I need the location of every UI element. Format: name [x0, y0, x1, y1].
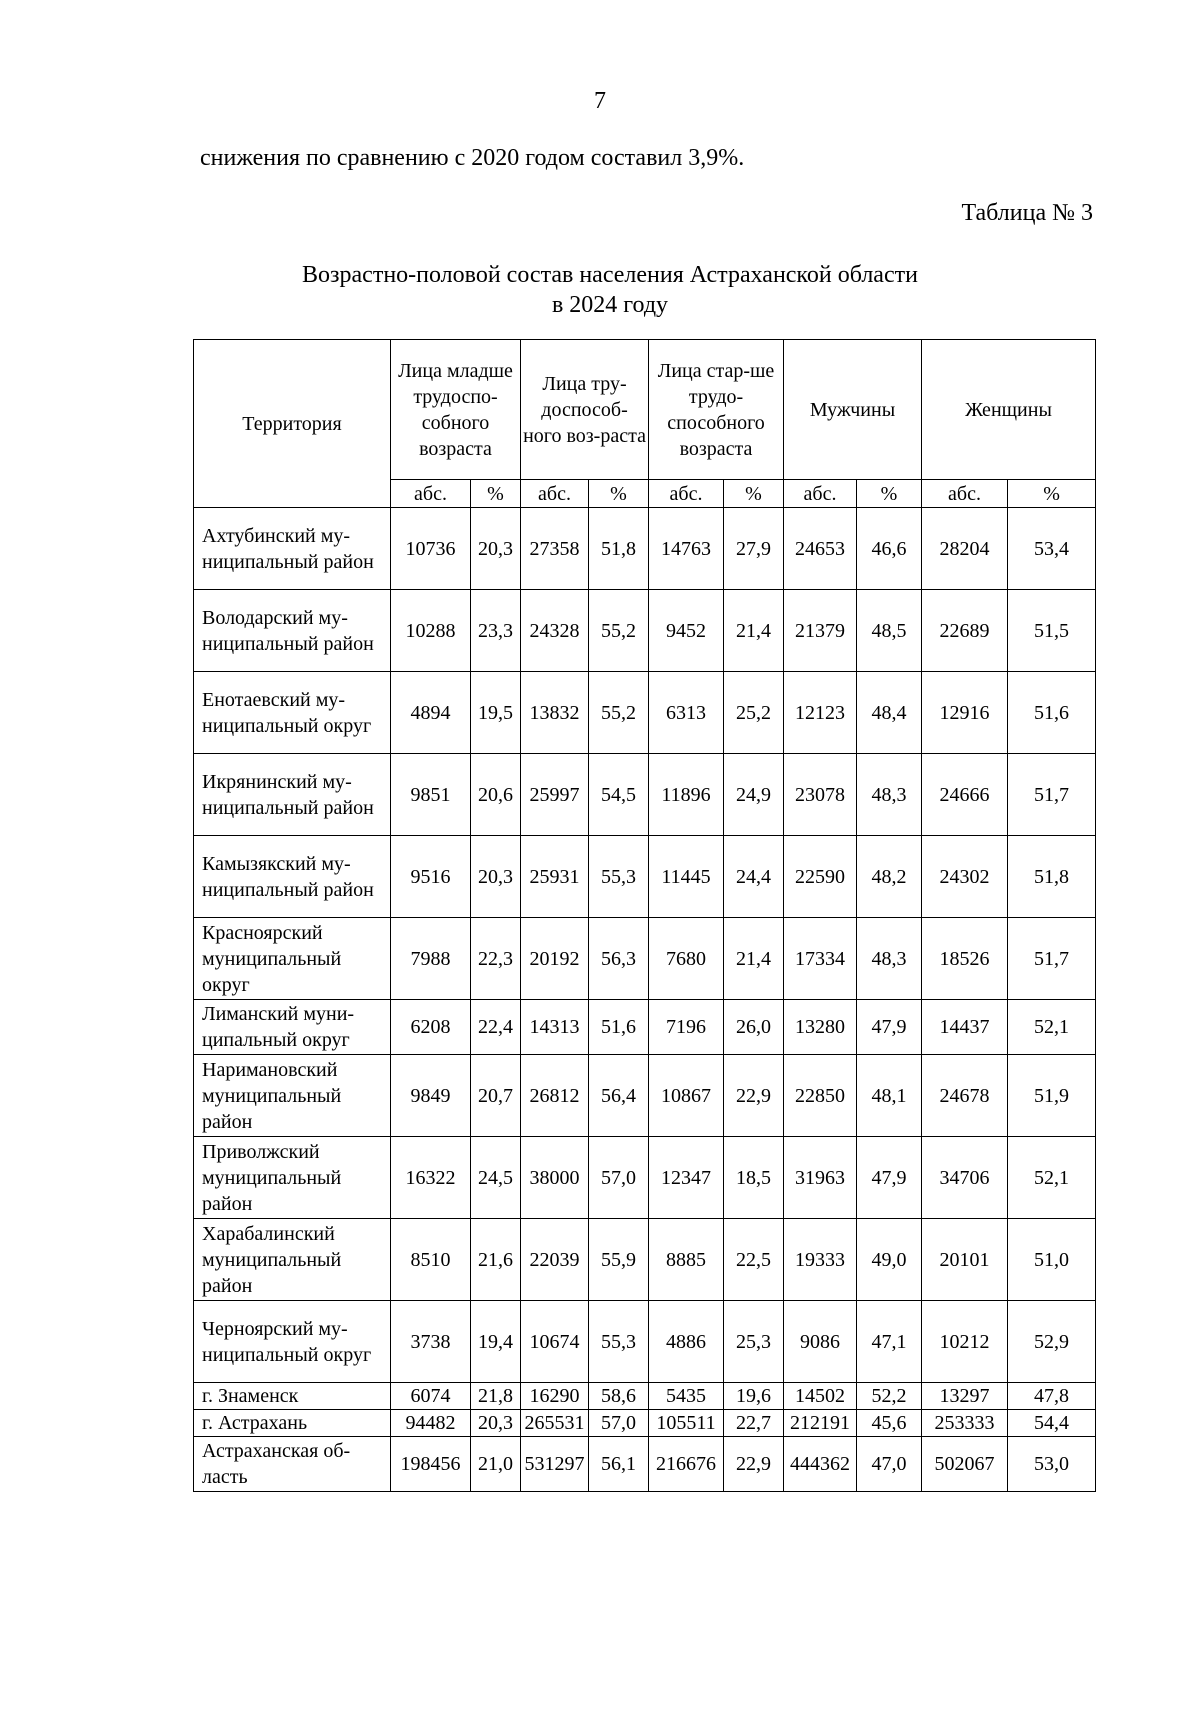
value-cell: 4894 [391, 672, 471, 754]
value-cell: 14437 [922, 1000, 1008, 1055]
value-cell: 20,3 [471, 836, 521, 918]
value-cell: 21379 [784, 590, 857, 672]
value-cell: 22,9 [724, 1055, 784, 1137]
value-cell: 14313 [521, 1000, 589, 1055]
subheader-cell: абс. [649, 480, 724, 508]
table-header-row [194, 340, 1096, 480]
value-cell: 49,0 [857, 1219, 922, 1301]
value-cell: 21,6 [471, 1219, 521, 1301]
value-cell: 47,0 [857, 1437, 922, 1492]
value-cell: 13297 [922, 1383, 1008, 1410]
subheader-cell: % [589, 480, 649, 508]
value-cell: 55,3 [589, 1301, 649, 1383]
value-cell: 34706 [922, 1137, 1008, 1219]
value-cell: 52,9 [1008, 1301, 1096, 1383]
value-cell: 48,3 [857, 754, 922, 836]
value-cell: 55,2 [589, 590, 649, 672]
value-cell: 3738 [391, 1301, 471, 1383]
value-cell: 20,7 [471, 1055, 521, 1137]
value-cell: 20101 [922, 1219, 1008, 1301]
column-header-group: Лица стар-ше трудо-способного возраста [649, 340, 784, 480]
table-row [194, 1055, 1096, 1137]
territory-cell: Астраханская об-ласть [194, 1437, 391, 1492]
value-cell: 27,9 [724, 508, 784, 590]
value-cell: 55,2 [589, 672, 649, 754]
value-cell: 20,6 [471, 754, 521, 836]
value-cell: 17334 [784, 918, 857, 1000]
value-cell: 24678 [922, 1055, 1008, 1137]
value-cell: 10212 [922, 1301, 1008, 1383]
table-row [194, 1410, 1096, 1437]
value-cell: 31963 [784, 1137, 857, 1219]
value-cell: 45,6 [857, 1410, 922, 1437]
value-cell: 22689 [922, 590, 1008, 672]
territory-cell: Володарский му-ниципальный район [194, 590, 391, 672]
subheader-cell: % [1008, 480, 1096, 508]
value-cell: 24302 [922, 836, 1008, 918]
value-cell: 52,1 [1008, 1000, 1096, 1055]
territory-cell: Наримановский муниципальный район [194, 1055, 391, 1137]
value-cell: 9516 [391, 836, 471, 918]
value-cell: 24,4 [724, 836, 784, 918]
value-cell: 24,5 [471, 1137, 521, 1219]
value-cell: 52,2 [857, 1383, 922, 1410]
value-cell: 22,3 [471, 918, 521, 1000]
value-cell: 9086 [784, 1301, 857, 1383]
value-cell: 9452 [649, 590, 724, 672]
value-cell: 14502 [784, 1383, 857, 1410]
value-cell: 22850 [784, 1055, 857, 1137]
value-cell: 56,4 [589, 1055, 649, 1137]
value-cell: 51,0 [1008, 1219, 1096, 1301]
value-cell: 57,0 [589, 1137, 649, 1219]
value-cell: 48,1 [857, 1055, 922, 1137]
value-cell: 57,0 [589, 1410, 649, 1437]
value-cell: 4886 [649, 1301, 724, 1383]
value-cell: 54,5 [589, 754, 649, 836]
value-cell: 12123 [784, 672, 857, 754]
table-body [194, 508, 1096, 1492]
value-cell: 51,6 [589, 1000, 649, 1055]
value-cell: 12347 [649, 1137, 724, 1219]
value-cell: 25,2 [724, 672, 784, 754]
value-cell: 12916 [922, 672, 1008, 754]
value-cell: 20192 [521, 918, 589, 1000]
value-cell: 24328 [521, 590, 589, 672]
value-cell: 7680 [649, 918, 724, 1000]
value-cell: 47,9 [857, 1000, 922, 1055]
value-cell: 24,9 [724, 754, 784, 836]
value-cell: 53,4 [1008, 508, 1096, 590]
table-row [194, 590, 1096, 672]
value-cell: 23,3 [471, 590, 521, 672]
table-label: Таблица № 3 [961, 200, 1093, 226]
value-cell: 19,5 [471, 672, 521, 754]
subheader-cell: абс. [784, 480, 857, 508]
value-cell: 11445 [649, 836, 724, 918]
value-cell: 7196 [649, 1000, 724, 1055]
value-cell: 8510 [391, 1219, 471, 1301]
value-cell: 198456 [391, 1437, 471, 1492]
value-cell: 22,4 [471, 1000, 521, 1055]
intro-text: снижения по сравнению с 2020 годом составил 3,9%. [200, 145, 745, 171]
value-cell: 531297 [521, 1437, 589, 1492]
value-cell: 444362 [784, 1437, 857, 1492]
value-cell: 51,9 [1008, 1055, 1096, 1137]
value-cell: 21,0 [471, 1437, 521, 1492]
table-row [194, 1437, 1096, 1492]
value-cell: 5435 [649, 1383, 724, 1410]
territory-cell: Ахтубинский му-ниципальный район [194, 508, 391, 590]
territory-cell: г. Знаменск [194, 1383, 391, 1410]
value-cell: 51,6 [1008, 672, 1096, 754]
value-cell: 94482 [391, 1410, 471, 1437]
value-cell: 26812 [521, 1055, 589, 1137]
table-row [194, 1301, 1096, 1383]
value-cell: 46,6 [857, 508, 922, 590]
table-title-line-2: в 2024 году [551, 292, 669, 318]
value-cell: 54,4 [1008, 1410, 1096, 1437]
value-cell: 24666 [922, 754, 1008, 836]
value-cell: 22039 [521, 1219, 589, 1301]
value-cell: 51,8 [589, 508, 649, 590]
table-row [194, 508, 1096, 590]
table-row [194, 1219, 1096, 1301]
value-cell: 9849 [391, 1055, 471, 1137]
value-cell: 20,3 [471, 508, 521, 590]
value-cell: 47,8 [1008, 1383, 1096, 1410]
territory-cell: Лиманский муни-ципальный округ [194, 1000, 391, 1055]
value-cell: 212191 [784, 1410, 857, 1437]
value-cell: 216676 [649, 1437, 724, 1492]
table-row [194, 1137, 1096, 1219]
value-cell: 38000 [521, 1137, 589, 1219]
value-cell: 48,4 [857, 672, 922, 754]
value-cell: 18526 [922, 918, 1008, 1000]
value-cell: 21,8 [471, 1383, 521, 1410]
territory-cell: Черноярский му-ниципальный округ [194, 1301, 391, 1383]
value-cell: 48,3 [857, 918, 922, 1000]
territory-cell: Приволжский муниципальный район [194, 1137, 391, 1219]
value-cell: 25,3 [724, 1301, 784, 1383]
value-cell: 8885 [649, 1219, 724, 1301]
value-cell: 6208 [391, 1000, 471, 1055]
table-row [194, 918, 1096, 1000]
value-cell: 6313 [649, 672, 724, 754]
value-cell: 51,7 [1008, 918, 1096, 1000]
territory-cell: Красноярский муниципальный округ [194, 918, 391, 1000]
value-cell: 25997 [521, 754, 589, 836]
value-cell: 20,3 [471, 1410, 521, 1437]
value-cell: 9851 [391, 754, 471, 836]
territory-cell: Икрянинский му-ниципальный район [194, 754, 391, 836]
value-cell: 10867 [649, 1055, 724, 1137]
value-cell: 19,4 [471, 1301, 521, 1383]
value-cell: 13280 [784, 1000, 857, 1055]
column-header-territory: Территория [194, 340, 391, 508]
value-cell: 26,0 [724, 1000, 784, 1055]
value-cell: 105511 [649, 1410, 724, 1437]
subheader-cell: % [857, 480, 922, 508]
subheader-cell: абс. [521, 480, 589, 508]
value-cell: 53,0 [1008, 1437, 1096, 1492]
table-title [300, 260, 920, 320]
table-row [194, 754, 1096, 836]
table-title-line-1: Возрастно-половой состав населения Астраханской области [302, 262, 918, 288]
population-table [193, 339, 1096, 1492]
value-cell: 19333 [784, 1219, 857, 1301]
value-cell: 27358 [521, 508, 589, 590]
column-header-group: Мужчины [784, 340, 922, 480]
column-header-group: Лица младше трудоспо-собного возраста [391, 340, 521, 480]
value-cell: 56,1 [589, 1437, 649, 1492]
value-cell: 22590 [784, 836, 857, 918]
subheader-cell: % [471, 480, 521, 508]
subheader-cell: абс. [922, 480, 1008, 508]
value-cell: 14763 [649, 508, 724, 590]
value-cell: 51,8 [1008, 836, 1096, 918]
value-cell: 265531 [521, 1410, 589, 1437]
value-cell: 51,5 [1008, 590, 1096, 672]
territory-cell: г. Астрахань [194, 1410, 391, 1437]
value-cell: 21,4 [724, 918, 784, 1000]
value-cell: 48,2 [857, 836, 922, 918]
value-cell: 22,9 [724, 1437, 784, 1492]
value-cell: 52,1 [1008, 1137, 1096, 1219]
value-cell: 23078 [784, 754, 857, 836]
table-row [194, 1383, 1096, 1410]
table-row [194, 1000, 1096, 1055]
value-cell: 10736 [391, 508, 471, 590]
value-cell: 55,9 [589, 1219, 649, 1301]
value-cell: 58,6 [589, 1383, 649, 1410]
value-cell: 47,1 [857, 1301, 922, 1383]
value-cell: 48,5 [857, 590, 922, 672]
table-row [194, 672, 1096, 754]
value-cell: 11896 [649, 754, 724, 836]
value-cell: 18,5 [724, 1137, 784, 1219]
value-cell: 47,9 [857, 1137, 922, 1219]
value-cell: 24653 [784, 508, 857, 590]
subheader-cell: % [724, 480, 784, 508]
subheader-cell: абс. [391, 480, 471, 508]
value-cell: 56,3 [589, 918, 649, 1000]
value-cell: 16290 [521, 1383, 589, 1410]
table-row [194, 836, 1096, 918]
value-cell: 22,5 [724, 1219, 784, 1301]
value-cell: 10674 [521, 1301, 589, 1383]
value-cell: 502067 [922, 1437, 1008, 1492]
territory-cell: Харабалинский муниципальный район [194, 1219, 391, 1301]
value-cell: 16322 [391, 1137, 471, 1219]
column-header-group: Женщины [922, 340, 1096, 480]
value-cell: 21,4 [724, 590, 784, 672]
value-cell: 55,3 [589, 836, 649, 918]
column-header-group: Лица тру-доспособ-ного воз-раста [521, 340, 649, 480]
value-cell: 19,6 [724, 1383, 784, 1410]
value-cell: 51,7 [1008, 754, 1096, 836]
value-cell: 22,7 [724, 1410, 784, 1437]
value-cell: 253333 [922, 1410, 1008, 1437]
value-cell: 13832 [521, 672, 589, 754]
page-number: 7 [594, 88, 606, 114]
value-cell: 25931 [521, 836, 589, 918]
value-cell: 28204 [922, 508, 1008, 590]
value-cell: 6074 [391, 1383, 471, 1410]
value-cell: 10288 [391, 590, 471, 672]
value-cell: 7988 [391, 918, 471, 1000]
territory-cell: Камызякский му-ниципальный район [194, 836, 391, 918]
territory-cell: Енотаевский му-ниципальный округ [194, 672, 391, 754]
